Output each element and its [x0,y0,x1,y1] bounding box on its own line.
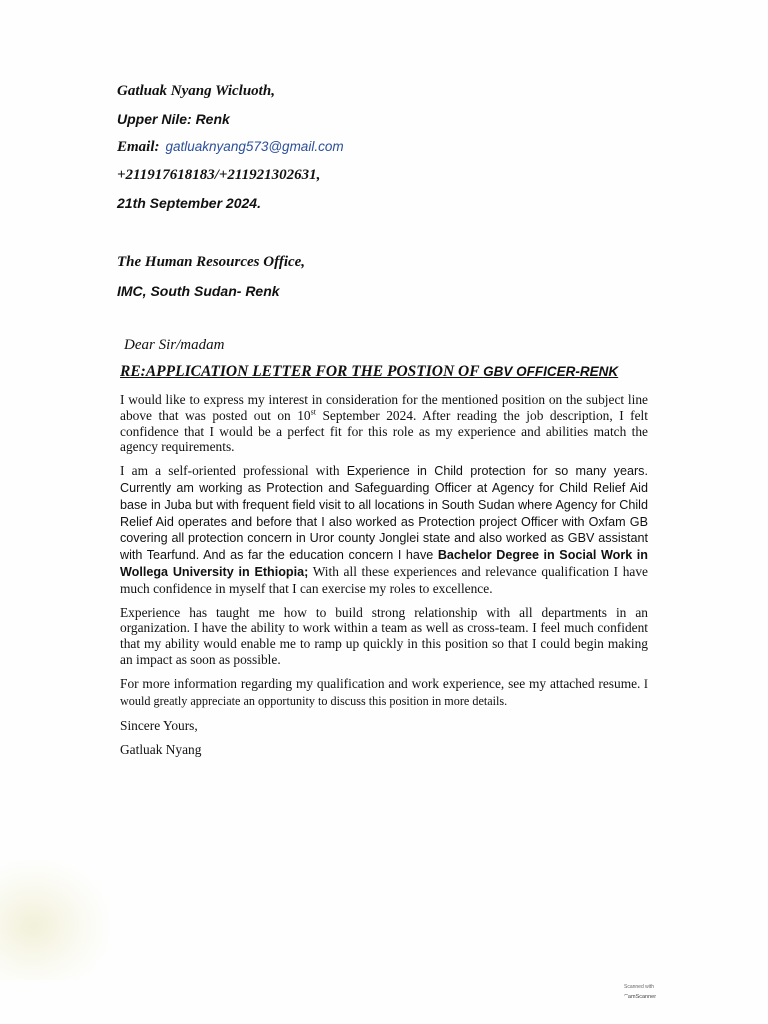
recipient-organization: IMC, South Sudan- Renk [117,283,280,299]
paragraph-4-text-b: I would greatly appreciate an opportunity to discuss this position in more details. [120,676,648,708]
paragraph-1-text-a: I would like to express my interest in consideration for the mentioned position on the subject line above that was posted out on 10 [120,392,648,423]
salutation: Dear Sir/madam [124,337,225,353]
paragraph-2-text-a: I am a self-oriented professional with [120,463,347,479]
signature: Gatluak Nyang [120,742,202,758]
sender-name: Gatluak Nyang Wicluoth, [117,83,275,99]
paragraph-1-sup: st [310,407,316,417]
paragraph-1-text-b: September 2024. After reading the job description, I felt confidence that I would be a perfect fit for this role as my experience and abilities match the agency requirements. [120,407,648,455]
watermark-line-2: CamScanner [623,994,657,1000]
paragraph-1 [120,392,648,455]
sender-phone: +211917618183/+211921302631, [117,167,321,183]
closing: Sincere Yours, [120,718,198,734]
paragraph-2-text-b: Experience in Child protection for so many years. Currently am working as Protection and Safeguarding Officer at Agency for Child Relief Aid base in Juba but with frequent field visit to all locations in South Sudan where Agency for Child Relief Aid operates and before that I also worked as Protection project Officer with Oxfam GB covering all protection concern in Uror county Jonglei state and also worked as GBV assistant with Tearfund. And as far the education concern I have [120,464,648,563]
letter-body [120,392,648,758]
email-link[interactable]: gatluaknyang573@gmail.com [165,139,344,154]
letter-date: 21th September 2024. [117,195,261,211]
sender-location: Upper Nile: Renk [117,111,230,127]
watermark-line-1: Scanned with [623,984,655,990]
sender-block [117,77,617,217]
scan-stain [0,860,110,980]
paragraph-2-text-d: With all these experiences and relevance qualification I have much confidence in myself that I can exercise my roles to excellence. [120,563,648,596]
recipient-office: The Human Resources Office, [117,254,306,270]
camscanner-watermark [622,984,656,1014]
paragraph-4 [120,676,648,710]
subject-part-1: RE:APPLICATION LETTER FOR THE POSTION OF [120,363,484,380]
recipient-block [117,248,617,306]
subject-part-2: GBV OFFICER-RENK [483,364,619,379]
paragraph-2-degree: Bachelor Degree in Social Work in Wollega University in Ethiopia; [120,548,648,579]
sender-email-line [117,133,617,161]
watermark-row [622,993,656,1001]
paragraph-3: Experience has taught me how to build strong relationship with all departments in an organization. I have the ability to work within a team as well as cross-team. I feel much confident that my ability would enable me to ramp up quickly in this position so that I could begin making an impact as soon as possible. [120,604,648,667]
paragraph-2 [120,463,648,596]
email-label: Email: [117,139,160,155]
paragraph-4-text-a: For more information regarding my qualification and work experience, see my attached resume. [120,675,641,691]
subject-line [120,361,618,383]
